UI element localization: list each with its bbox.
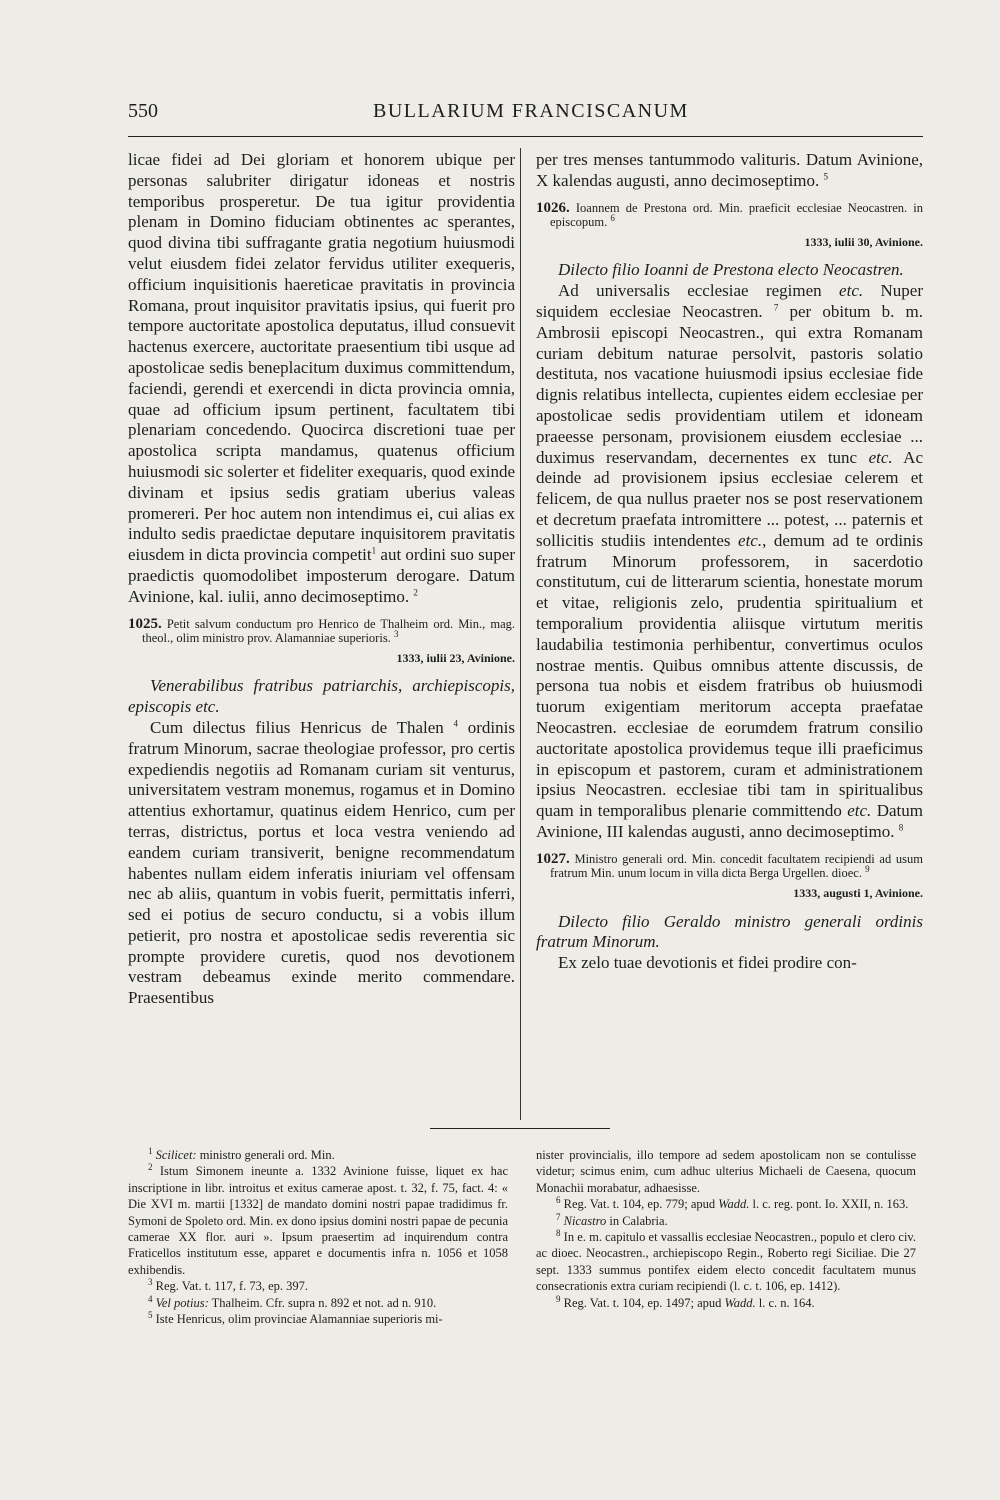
footnote: $^3$ Reg. Vat. t. 117, f. 73, ep. 397. <box>148 1277 309 1294</box>
body-paragraph: Ad universalis ecclesiae regimen etc. Nuper siquidem ecclesiae Neocastren. $^7$ per obitum b. m. Ambrosii episcopi Neocastren., qui extra Romanam curiam debitum naturae persolvit, pastoris solatio destituta, nos vacatione huiusmodi ipsius ecclesiae fide dignis relatibus intellecta, cupientes eidem ecclesiae per apostolicae sedis providentiam utilem et idoneam praeesse personam, provisionem eiusdem ecclesiae ... duximus reservandam, decernentes ex tunc etc. Ac deinde ad provisionem ipsius ecclesiae celerem et felicem, de qua nullus praeter nos se post reservationem et decretum praefata intromittere ... potest, ... paternis et sollicitis studiis intendentes etc., demum ad te ordinis fratrum Minorum professorem, in sacerdotio constitutum, cui de litterarum scientia, honestate morum et vitae, religionis zelo, prudentia spiritualium et temporalium providentia aliisque virtutum meritis laudabilia testimonia perhibentur, convertimus oculos nostrae mentis. Quibus omnibus attente discussis, de persona tua nobis et eisdem fratribus ob huiusmodi tuorum exigentiam meritorum accepta praefatae Neocastren. ecclesiae de eorumdem fratrum consilio auctoritate apostolica providemus teque illi praeficimus in episcopum et pastorem, curam et administrationem ipsius Neocastren. ecclesiae tibi tam in spiritualibus quam in temporalibus plenarie committendo etc. Datum Avinione, III kalendas augusti, anno decimoseptimo. $^8$ <box>536 281 924 841</box>
document-date: 1333, iulii 23, Avinione. <box>396 650 515 665</box>
footnote: $^4$ Vel potius: Thalheim. Cfr. supra n. 892 et not. ad n. 910. <box>148 1293 437 1310</box>
document-number: 1027. <box>536 850 570 867</box>
body-paragraph: Ex zelo tuae devotionis et fidei prodire con- <box>558 953 857 973</box>
column-divider <box>520 148 521 1120</box>
address-line: Dilecto filio Geraldo ministro generali ordinis fratrum Minorum. <box>536 911 923 952</box>
body-paragraph: licae fidei ad Dei gloriam et honorem ubique per personas salubriter dirigatur idoneas et nostris temporibus prosperetur. De tua igitur providentia plenam in Domino fiduciam obtinentes ac sperantes, quod divina tibi suffragante gratia negotium huiusmodi velut eiusdem fidei zelator fervidus utiliter exequeris, officium inquisitionis haereticae pravitatis in provincia Romana, prout inquisitor pravitatis ipsius, qui fuerit pro tempore auctoritate apostolica deputatus, illud consuevit hactenus exercere, auctoritate praesentium tibi usque ad apostolicae sedis beneplacitum duximus committendum, faciendi, gerendi et exercendi in dicta provincia omnia, quae ad officium ipsum pertinent, facultatem tibi plenariam concedendo. Quocirca discretioni tuae per apostolica scripta mandamus, quatenus officium huiusmodi sic solerter et fideliter exequaris, quod exinde divinam et ipsius sedis gratiam uberius valeas promereri. Per hoc autem non intendimus ei, cui alias ex indulto sedis praedictae deputare inquisitorem pravitatis eiusdem in dicta provincia competit$^1$ aut ordini suo super praedictis quomodolibet imposterum derogare. Datum Avinione, kal. iulii, anno decimoseptimo. $^2$ <box>128 150 515 606</box>
footnote: $^1$ Scilicet: ministro generali ord. Min. <box>148 1145 335 1162</box>
left-column <box>128 150 515 1009</box>
running-title: BULLARIUM FRANCISCANUM <box>373 100 689 122</box>
regest-1027: 1027. Ministro generali ord. Min. concedit facultatem recipiendi ad usum fratrum Min. unum locum in villa dicta Berga Urgellen. dioec. $^9$ <box>536 850 924 881</box>
footnote: $^8$ In e. m. capitulo et vassallis ecclesiae Neocastren., populo et clero civ. ac dioec. Neocastren., archiepiscopo Regin., Roberto regi Siciliae. Die 27 sept. 1333 summus pontifex eidem electo concedit facultatem munus consecrationis extra curiam recipiendi (l. c. t. 106, ep. 1412). <box>536 1227 916 1294</box>
footnote: nister provincialis, illo tempore ad sedem apostolicam non se contulisse videtur; scimus enim, cum adhuc ulterius Michaeli de Caesena, quocum Monachii morabatur, adhaesisse. <box>536 1148 916 1195</box>
footnote-rule <box>430 1128 610 1129</box>
address-line: Venerabilibus fratribus patriarchis, archiepiscopis, episcopis etc. <box>128 676 515 717</box>
right-column <box>536 150 923 974</box>
header-rule <box>128 136 923 137</box>
document-date: 1333, augusti 1, Avinione. <box>793 885 923 900</box>
footnote: $^7$ Nicastro in Calabria. <box>556 1211 668 1228</box>
footnotes-right <box>536 1147 916 1311</box>
address-line: Dilecto filio Ioanni de Prestona electo Neocastren. <box>558 260 904 280</box>
document-number: 1026. <box>536 199 570 216</box>
body-paragraph: Cum dilectus filius Henricus de Thalen $^4$ ordinis fratrum Minorum, sacrae theologiae professor, pro certis expediendis negotiis ad Romanam curiam sit venturus, universitatem vestram monemus, rogamus et in Domino attentius exhortamur, quatinus eidem Henrico, cum per terras, districtus, portus et loca vestra veniendo ad eandem curiam transiverit, benigne recommendatum habentes nullam eidem inferatis iniuriam vel offensam nec ab aliis, quantum in vobis fuerit, permittatis inferri, sed ei potius de securo conductu, si a vobis illum petierit, pro nostra et apostolicae sedis reverentia sic prompte providere curetis, quod nos devotionem vestram debeamus exinde merito commendare. Praesentibus <box>128 717 515 1008</box>
regest-1026: 1026. Ioannem de Prestona ord. Min. praeficit ecclesiae Neocastren. in episcopum. $^6$ <box>536 199 923 230</box>
body-paragraph: per tres menses tantummodo valituris. Datum Avinione, X kalendas augusti, anno decimoseptimo. $^5$ <box>536 150 923 190</box>
footnote: $^6$ Reg. Vat. t. 104, ep. 779; apud Wadd. l. c. reg. pont. Io. XXII, n. 163. <box>556 1195 909 1212</box>
regest-1025: 1025. Petit salvum conductum pro Henrico de Thalheim ord. Min., mag. theol., olim ministro prov. Alamanniae superioris. $^3$ <box>128 615 516 646</box>
footnote: $^9$ Reg. Vat. t. 104, ep. 1497; apud Wadd. l. c. n. 164. <box>556 1293 815 1310</box>
document-date: 1333, iulii 30, Avinione. <box>804 234 923 249</box>
footnotes-left <box>128 1147 508 1327</box>
footnote: $^5$ Iste Henricus, olim provinciae Alamanniae superioris mi- <box>148 1309 443 1327</box>
page-header <box>128 94 923 134</box>
document-number: 1025. <box>128 615 162 632</box>
footnote: $^2$ Istum Simonem ineunte a. 1332 Avinione fuisse, liquet ex hac inscriptione in libr. introitus et exitus camerae apost. t. 32, f. 75, fact. 4: « Die XVI m. martii [1332] de mandato domini nostri papae tradidimus fr. Symoni de Spoleto ord. Min. ex dono ipsius domini nostri papae de pecunia camerae XX flor. auri ». Ipsum praesertim ad inquirendum contra Fraticellos institutum esse, apparet e documentis infra n. 1056 et 1058 exhibendis. <box>128 1162 508 1277</box>
page-number: 550 <box>128 100 158 122</box>
